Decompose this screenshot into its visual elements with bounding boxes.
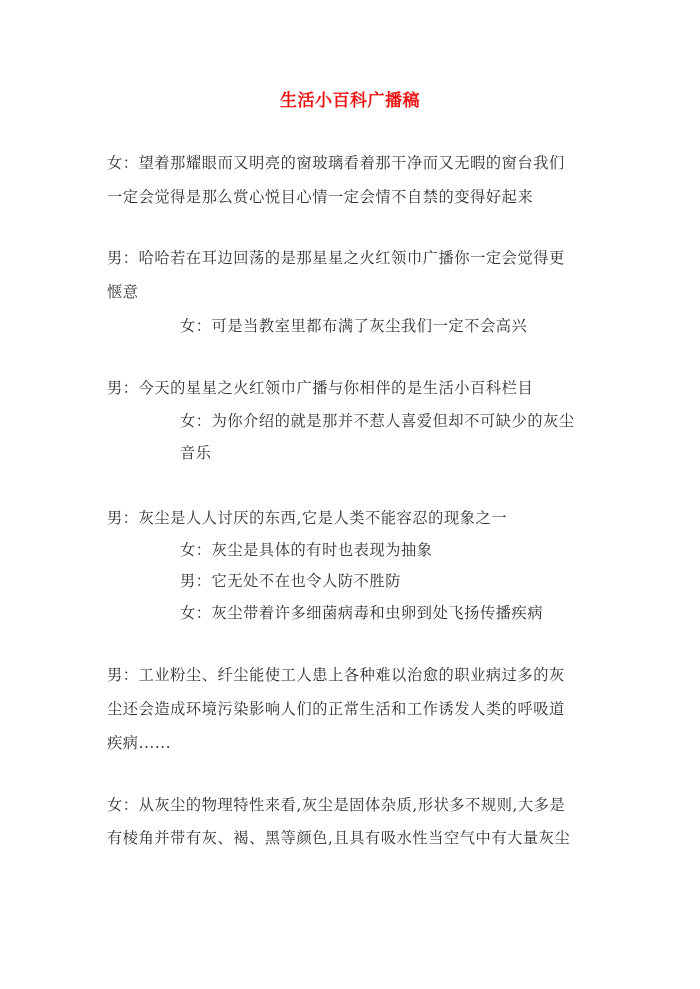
dialogue-line: 男：灰尘是人人讨厌的东西,它是人类不能容忍的现象之一 — [107, 509, 508, 527]
dialogue-line: 一定会觉得是那么赏心悦目心情一定会情不自禁的变得好起来 — [107, 188, 534, 206]
dialogue-line: 女：望着那耀眼而又明亮的窗玻璃看着那干净而又无暇的窗台我们 — [107, 154, 565, 172]
dialogue-line: 音乐 — [180, 444, 212, 462]
dialogue-line: 男：工业粉尘、纤尘能使工人患上各种难以治愈的职业病过多的灰 — [107, 666, 565, 684]
dialogue-line: 男：它无处不在也令人防不胜防 — [180, 572, 402, 590]
dialogue-line: 有棱角并带有灰、褐、黑等颜色,且具有吸水性当空气中有大量灰尘 — [107, 829, 571, 847]
document-title: 生活小百科广播稿 — [280, 91, 420, 111]
dialogue-line: 女：灰尘是具体的有时也表现为抽象 — [180, 541, 433, 559]
dialogue-line: 男：今天的星星之火红领巾广播与你相伴的是生活小百科栏目 — [107, 379, 534, 397]
dialogue-line: 惬意 — [107, 283, 139, 301]
dialogue-line: 女：可是当教室里都布满了灰尘我们一定不会高兴 — [180, 317, 528, 335]
dialogue-line: 疾病...... — [107, 734, 172, 752]
dialogue-line: 尘还会造成环境污染影响人们的正常生活和工作诱发人类的呼吸道 — [107, 700, 565, 718]
dialogue-line: 男：哈哈若在耳边回荡的是那星星之火红领巾广播你一定会觉得更 — [107, 249, 565, 267]
dialogue-line: 女：灰尘带着许多细菌病毒和虫卵到处飞扬传播疾病 — [180, 604, 544, 622]
dialogue-line: 女：从灰尘的物理特性来看,灰尘是固体杂质,形状多不规则,大多是 — [107, 796, 566, 814]
dialogue-line: 女：为你介绍的就是那并不惹人喜爱但却不可缺少的灰尘 — [180, 412, 575, 430]
